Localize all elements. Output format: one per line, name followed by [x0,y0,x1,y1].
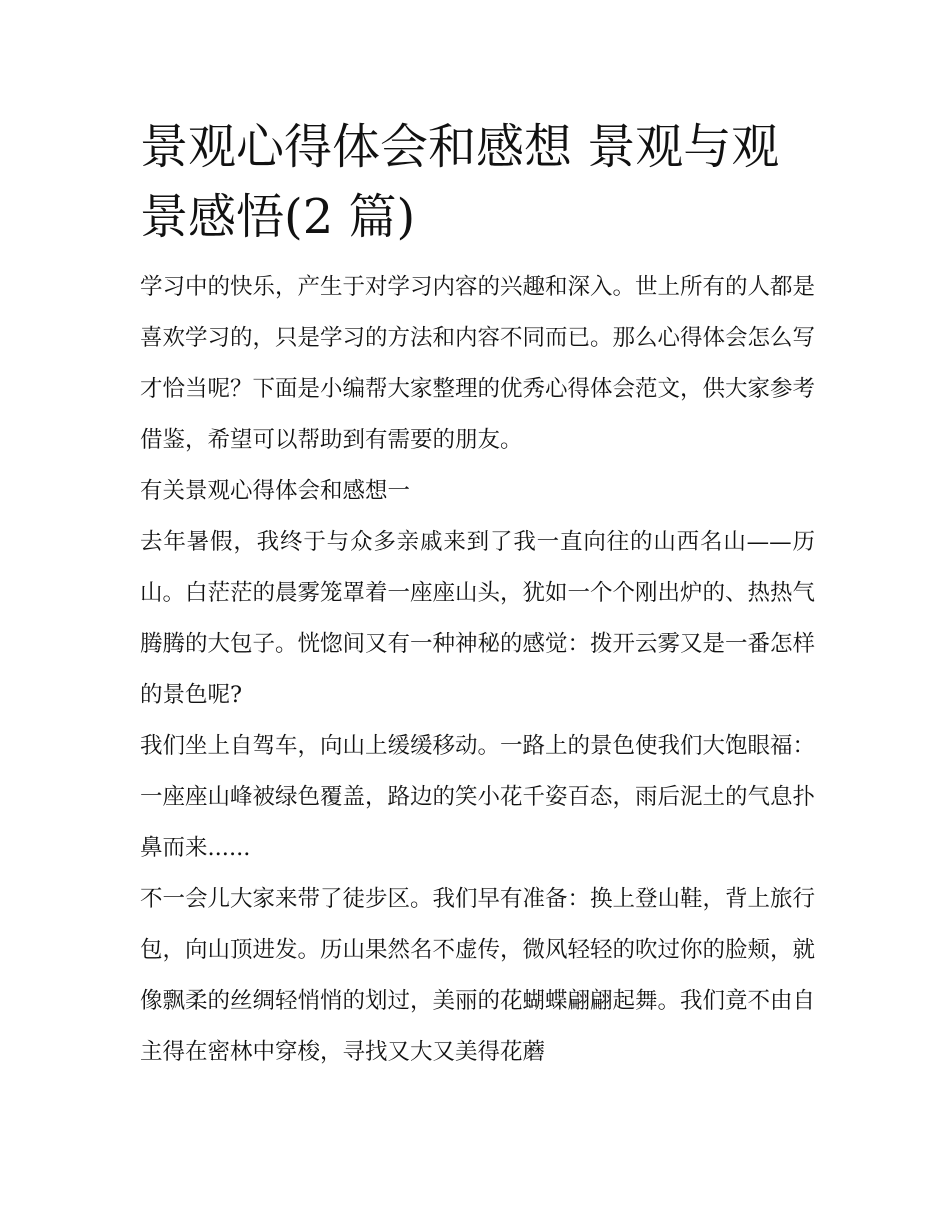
body-paragraph: 不一会儿大家来带了徒步区。我们早有准备：换上登山鞋，背上旅行包，向山顶进发。历山果然名不虚传，微风轻轻的吹过你的脸颊，就像飘柔的丝绸轻悄悄的划过，美丽的花蝴蝶翩翩起舞。我们竟不由自主得在密林中穿梭，寻找又大又美得花蘑 [140,886,816,1065]
section-heading: 有关景观心得体会和感想一 [140,478,411,504]
document-title: 景观心得体会和感想 景观与观景感悟(2 篇) [140,119,780,245]
body-paragraph: 我们坐上自驾车，向山上缓缓移动。一路上的景色使我们大饱眼福：一座座山峰被绿色覆盖，路边的笑小花千姿百态，雨后泥土的气息扑鼻而来...... [140,733,816,861]
document-body [140,112,815,1078]
body-paragraph: 去年暑假，我终于与众多亲戚来到了我一直向往的山西名山——历山。白茫茫的晨雾笼罩着一座座山头，犹如一个个刚出炉的、热热气腾腾的大包子。恍惚间又有一种神秘的感觉：拨开云雾又是一番怎样的景色呢? [140,529,816,708]
intro-paragraph: 学习中的快乐，产生于对学习内容的兴趣和深入。世上所有的人都是喜欢学习的，只是学习的方法和内容不同而已。那么心得体会怎么写才恰当呢？下面是小编帮大家整理的优秀心得体会范文，供大家参考借鉴，希望可以帮助到有需要的朋友。 [140,274,816,453]
